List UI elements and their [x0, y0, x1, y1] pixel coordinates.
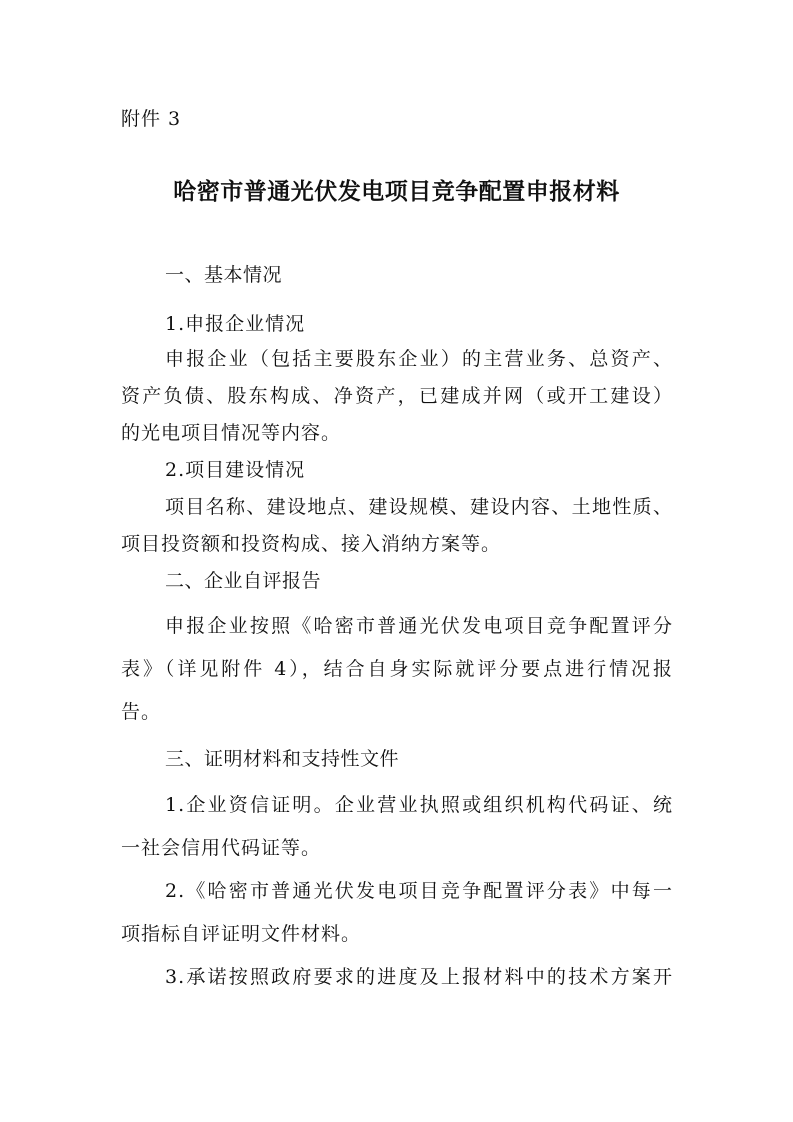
paragraph-line: 申报企业（包括主要股东企业）的主营业务、总资产、	[165, 348, 673, 370]
paragraph-line: 3.承诺按照政府要求的进度及上报材料中的技术方案开	[165, 966, 673, 988]
paragraph-line: 1.企业资信证明。企业营业执照或组织机构代码证、统	[165, 794, 673, 816]
attachment-label: 附件 3	[121, 108, 182, 130]
paragraph-line: 表》（详见附件 4），结合自身实际就评分要点进行情况报	[121, 658, 673, 680]
section-heading-self-eval: 二、企业自评报告	[165, 570, 322, 592]
document-title: 哈密市普通光伏发电项目竞争配置申报材料	[173, 179, 620, 205]
paragraph-line: 申报企业按照《哈密市普通光伏发电项目竞争配置评分	[165, 615, 673, 637]
paragraph-line: 2.《哈密市普通光伏发电项目竞争配置评分表》中每一	[165, 880, 673, 902]
paragraph-line: 一社会信用代码证等。	[121, 837, 322, 859]
paragraph-line: 的光电项目情况等内容。	[121, 422, 342, 444]
paragraph-line: 告。	[121, 701, 162, 723]
section-heading-basic-info: 一、基本情况	[165, 264, 283, 286]
paragraph-line: 项目投资额和投资构成、接入消纳方案等。	[121, 533, 502, 555]
subheading-project: 2.项目建设情况	[165, 459, 306, 481]
subheading-applicant: 1.申报企业情况	[165, 313, 306, 335]
paragraph-line: 项指标自评证明文件材料。	[121, 923, 362, 945]
section-heading-supporting-docs: 三、证明材料和支持性文件	[165, 748, 400, 770]
paragraph-line: 项目名称、建设地点、建设规模、建设内容、土地性质、	[165, 496, 673, 518]
paragraph-line: 资产负债、股东构成、净资产，已建成并网（或开工建设）	[121, 385, 673, 407]
